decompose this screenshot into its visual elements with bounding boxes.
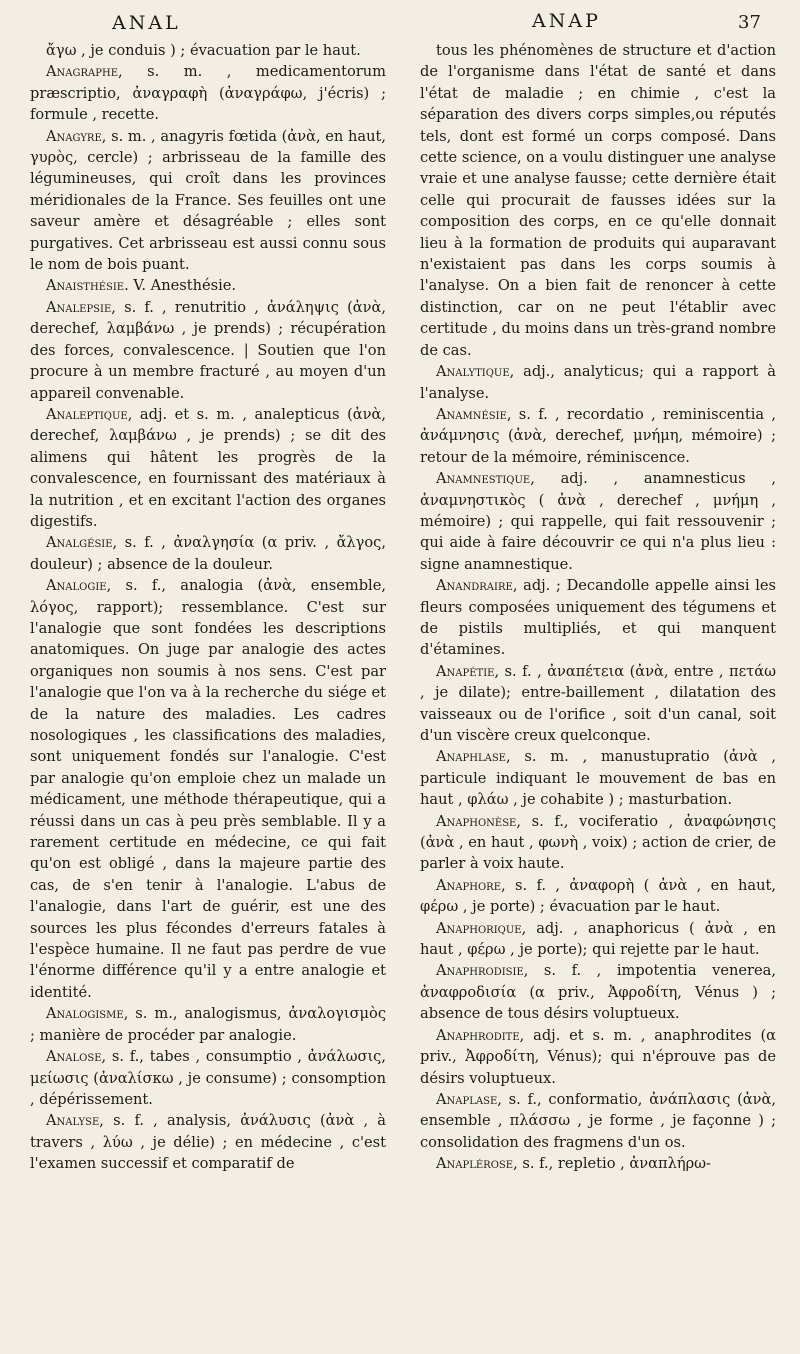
entry <box>420 361 776 404</box>
entry-term: Anagraphe <box>46 63 118 81</box>
entry-term: Analytique <box>436 363 510 381</box>
entry-text: , adj., analyticus; qui a rapport à l'analyse. <box>420 363 776 402</box>
entry <box>30 297 386 404</box>
entry <box>30 575 386 1003</box>
entry <box>30 275 386 296</box>
entry <box>420 1153 776 1174</box>
entry <box>420 811 776 875</box>
left-column <box>30 40 386 1175</box>
entry-text: , s. f. , ἀναφορὴ ( ἀνὰ , en haut, φέρω , je porte) ; évacuation par le haut. <box>420 876 776 916</box>
entry-text: , s. m. , manustupratio (ἀνὰ , particule indiquant le mouvement de bas en haut , φλάω , je cohabite ) ; masturbation. <box>420 748 776 809</box>
entry <box>30 404 386 532</box>
entry-term: Anaphrodite <box>436 1026 520 1044</box>
entry <box>420 875 776 918</box>
entry-term: Anapétie <box>436 662 495 680</box>
entry <box>420 1089 776 1153</box>
entry <box>30 1046 386 1110</box>
entry <box>30 1003 386 1046</box>
entry-text: , s. m. , anagyris fœtida (ἀνὰ, en haut, γυρὸς, cercle) ; arbrisseau de la famille des légumineuses, qui croît dans les provinces méridionales de la France. Ses feuilles ont une saveur amère et désagréable ; elles sont purgatives. Cet arbrisseau est aussi connu sous le nom de bois puant. <box>30 127 386 274</box>
entry-text: , adj. et s. m. , analepticus (ἀνὰ, derechef, λαμβάνω , je prends) ; se dit des alimens qui hâtent les progrès de la convalescence, en fournissant des matériaux à la nutrition , et en excitant l'action des organes digestifs. <box>30 405 386 530</box>
entry-term: Analgésie <box>46 534 113 552</box>
entry-term: Analyse <box>46 1112 100 1130</box>
entry-text: , s. f., vociferatio , ἀναφώνησις (ἀνὰ , en haut , φωνὴ , voix) ; action de crier, de parler à voix haute. <box>420 812 776 873</box>
entry-text: , s. f. , ἀναπέτεια (ἀνὰ, entre , πετάω , je dilate); entre-baillement , dilatation des vaisseaux ou de l'orifice , soit d'un canal, soit d'un viscère creux quelconque. <box>420 662 776 744</box>
entry-text: , s. m. , medicamentorum præscriptio, ἀναγραφὴ (ἀναγράφω, j'écris) ; formule , recette. <box>30 63 386 124</box>
entry-term: Anamnestique <box>436 470 531 488</box>
running-header-right: ANAP <box>532 10 601 32</box>
entry <box>30 126 386 276</box>
entry-text: , adj. , anaphoricus ( ἀνὰ , en haut , φέρω , je porte); qui rejette par le haut. <box>420 919 776 959</box>
entry-text: ἄγω , je conduis ) ; évacuation par le haut. <box>46 42 361 59</box>
entry-term: Anaphrodisie <box>436 962 524 980</box>
entry <box>420 746 776 810</box>
entry <box>420 404 776 468</box>
entry <box>30 532 386 575</box>
entry-term: Anaplérose <box>436 1155 514 1173</box>
entry <box>420 40 776 361</box>
entry <box>420 468 776 575</box>
running-header-left: ANAL <box>112 12 181 34</box>
entry-term: Analepsie <box>46 298 112 316</box>
entry-term: Anaphonèse <box>436 812 517 830</box>
entry-text: , s. f., tabes , consumptio , ἀνάλωσις, μείωσις (ἀναλίσκω , je consume) ; consomption , dépérissement. <box>30 1048 386 1108</box>
entry-text: , s. f. , recordatio , reminiscentia , ἀνάμνησις (ἀνὰ, derechef, μνήμη, mémoire) ; retour de la mémoire, réminiscence. <box>420 405 776 466</box>
entry-text: , s. f., analogia (ἀνὰ, ensemble, λόγος, rapport); ressemblance. C'est sur l'analogie que sont fondées les descriptions anatomiques. On juge par analogie des actes organiques non soumis à nos sens. C'est par l'analogie que l'on va à la recherche du siége et de la nature des maladies. Les cadres nosologiques , les classifications des maladies, sont uniquement fondés sur l'analogie. C'est par analogie qu'on emploie chez un malade un médicament, une méthode thérapeutique, qui a réussi dans un cas à peu près semblable. Il y a rarement certitude en médecine, ce qui fait qu'on est obligé , dans la majeure partie des cas, de s'en tenir à l'analogie. L'abus de l'analogie, dans l'art de guérir, est une des sources les plus fécondes d'erreurs fatales à l'espèce humaine. Il ne faut pas perdre de vue l'énorme différence qu'il y a entre analogie et identité. <box>30 577 386 1001</box>
entry-text: , s. f. , analysis, ἀνάλυσις (ἀνὰ , à travers , λύω , je délie) ; en médecine , c'est l'examen successif et comparatif de <box>30 1112 386 1173</box>
right-column <box>420 40 776 1175</box>
entry-term: Anaphore <box>436 876 501 894</box>
entry-term: Anamnésie <box>436 405 507 423</box>
entry <box>30 1110 386 1174</box>
entry-text: , s. f., conformatio, ἀνάπλασις (ἀνὰ, ensemble , πλάσσω , je forme , je façonne ) ; consolidation des fragmens d'un os. <box>420 1090 776 1151</box>
entry-term: Analeptique <box>46 405 128 423</box>
entry-term: Anaphorique <box>436 919 522 937</box>
entry-term: Anaplase <box>436 1090 498 1108</box>
entry-term: Analogie <box>46 577 107 595</box>
entry-text: , s. f. , renutritio , ἀνάληψις (ἀνὰ, derechef, λαμβάνω , je prends) ; récupération des forces, convalescence. | Soutien que l'on procure à un membre fracturé , au moyen d'un appareil convenable. <box>30 298 386 402</box>
entry-text: . V. Anesthésie. <box>124 277 237 295</box>
entry-term: Analose <box>46 1048 102 1066</box>
entry-term: Anandraire <box>436 577 513 595</box>
entry-term: Anagyre <box>46 127 102 145</box>
entry <box>420 661 776 747</box>
entry <box>420 918 776 961</box>
entry <box>30 40 386 61</box>
entry-text: , adj. , anamnesticus , ἀναμνηστικὸς ( ἀνὰ , derechef , μνήμη , mémoire) ; qui rappelle, qui fait ressouvenir ; qui aide à faire découvrir ce qui n'a plus lieu : signe anamnestique. <box>420 470 776 573</box>
entry <box>420 575 776 661</box>
entry-text: , s. f. , ἀναλγησία (α priv. , ἄλγος, douleur) ; absence de la douleur. <box>30 534 386 573</box>
entry-text: , s. m., analogismus, ἀναλογισμὸς ; manière de procéder par analogie. <box>30 1005 386 1044</box>
entry-text: , adj. et s. m. , anaphrodites (α priv., Ἀφροδίτη, Vénus); qui n'éprouve pas de désirs voluptueux. <box>420 1026 776 1087</box>
entry <box>420 960 776 1024</box>
page-number: 37 <box>738 12 761 33</box>
entry <box>420 1025 776 1089</box>
entry-text: , s. f. , impotentia venerea, ἀναφροδισία (α priv., Ἀφροδίτη, Vénus ) ; absence de tous désirs voluptueux. <box>420 962 776 1023</box>
entry-text: tous les phénomènes de structure et d'action de l'organisme dans l'état de santé et dans l'état de maladie ; en chimie , c'est la séparation des divers corps simples,ou réputés tels, dont est formé un corps composé. Dans cette science, on a voulu distinguer une analyse vraie et une analyse fausse; cette dernière était celle qui procurait de fausses idées sur la composition des corps, en ce qu'elle donnait lieu à la formation de produits qui auparavant n'existaient pas dans les corps soumis à l'analyse. On a bien fait de renoncer à cette distinction, car on ne peut l'établir avec certitude , du moins dans un très-grand nombre de cas. <box>420 42 776 359</box>
entry-text: , s. f., repletio , ἀναπλήρω- <box>513 1155 711 1173</box>
entry-term: Analogisme <box>46 1005 124 1023</box>
entry <box>30 61 386 125</box>
entry-term: Anaphlase <box>436 748 506 766</box>
entry-text: , adj. ; Decandolle appelle ainsi les fleurs composées uniquement des tégumens et de pistils multipliés, et qui manquent d'étamines. <box>420 577 776 659</box>
entry-term: Anaisthésie <box>46 277 125 295</box>
